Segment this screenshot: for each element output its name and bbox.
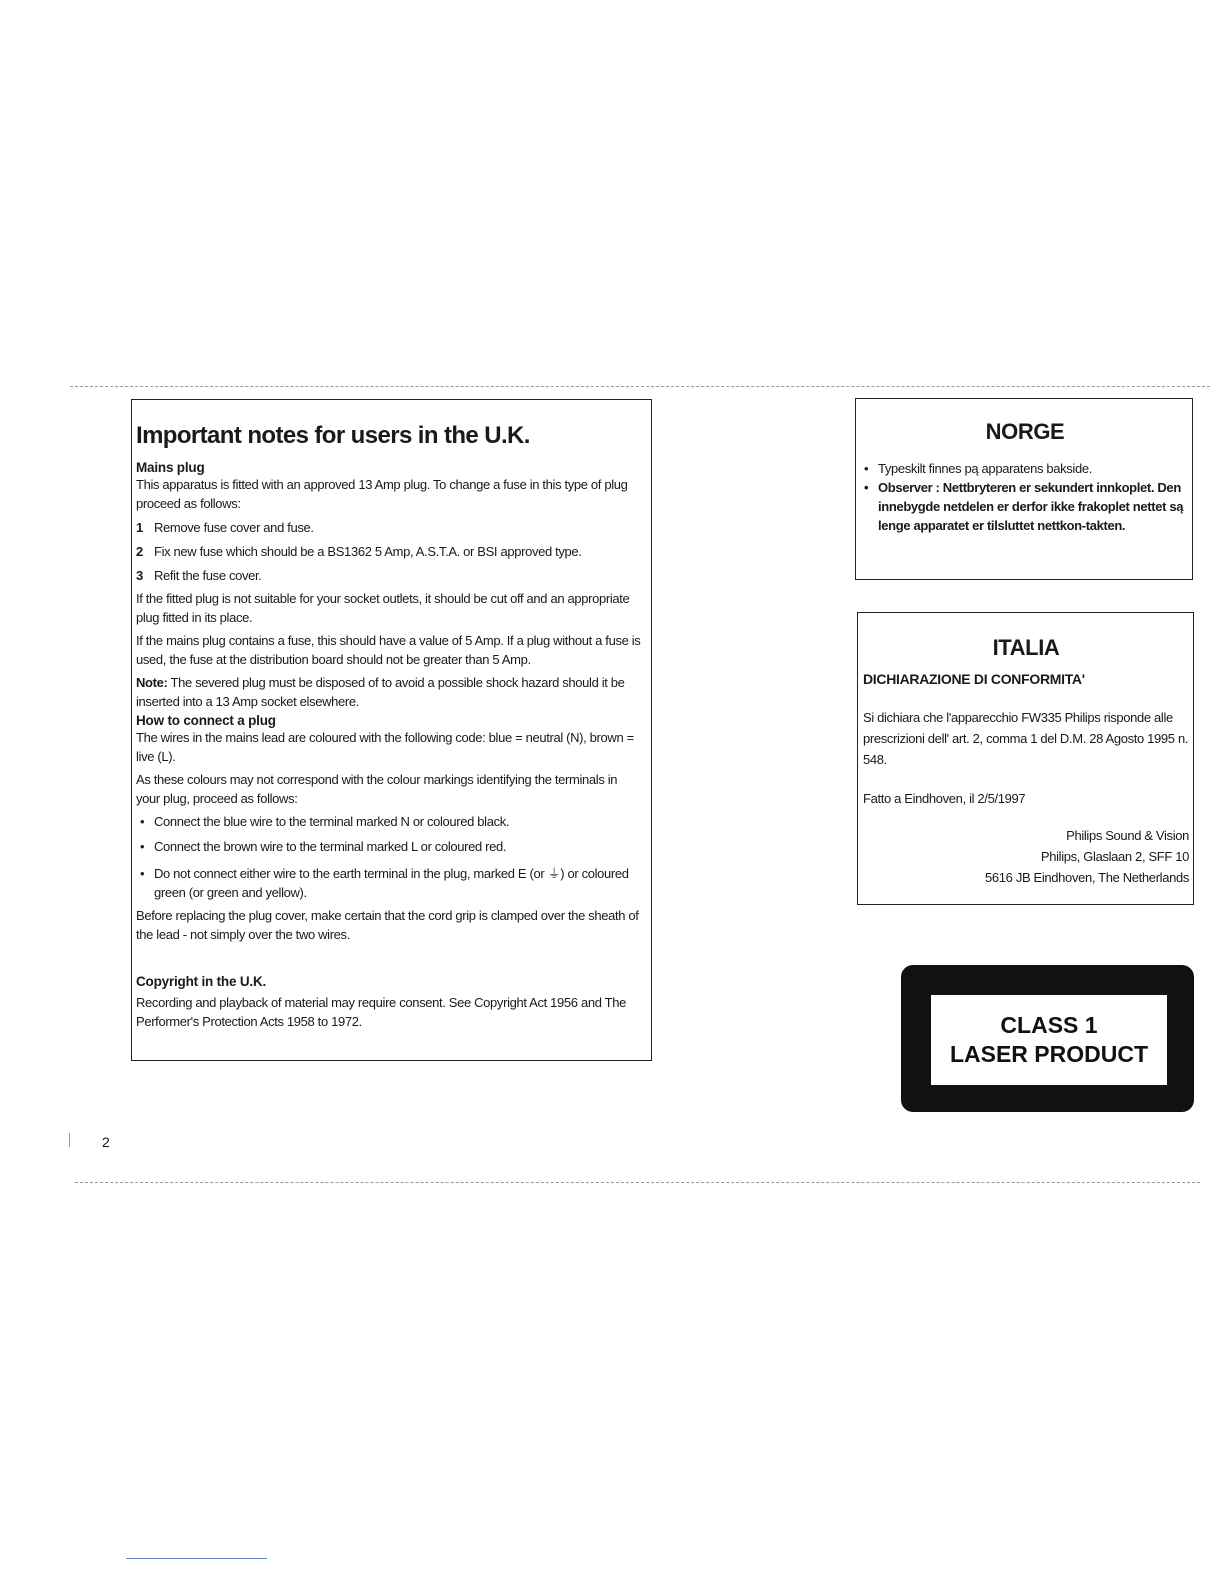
step-text: Remove fuse cover and fuse. (154, 520, 314, 535)
declaration-heading: DICHIARAZIONE DI CONFORMITA' (863, 671, 1085, 687)
list-item: • Typeskilt finnes pą apparatens bakside. (864, 459, 1186, 478)
uk-notes-box (131, 399, 652, 1061)
signature-line: 5616 JB Eindhoven, The Netherlands (985, 870, 1189, 885)
declaration-body: Si dichiara che l'apparecchio FW335 Philips risponde alle prescrizioni dell' art. 2, comma 1 del D.M. 28 Agosto 1995 n. 548. (863, 710, 1189, 767)
list-item: • Observer : Nettbryteren er sekundert innkoplet. Den innebygde netdelen er derfor ikke frakoplet nettet są lenge apparatet er tilsluttet nettkon-takten. (864, 478, 1186, 535)
note-text: The severed plug must be disposed of to avoid a possible shock hazard should it be inserted into a 13 Amp socket elsewhere. (136, 675, 625, 709)
signature-line: Philips Sound & Vision (1066, 828, 1189, 843)
fuse-value-paragraph: If the mains plug contains a fuse, this should have a value of 5 Amp. If a plug without a fuse is used, the fuse at the distribution board should not be greater than 5 Amp. (136, 633, 641, 667)
step-1 (136, 518, 643, 537)
norge-list (864, 459, 1186, 535)
list-item: • Connect the brown wire to the terminal marked L or coloured red. (136, 837, 643, 856)
wire-code-paragraph: The wires in the mains lead are coloured with the following code: blue = neutral (N), brown = live (L). (136, 730, 634, 764)
step-text: Fix new fuse which should be a BS1362 5 Amp, A.S.T.A. or BSI approved type. (154, 544, 582, 559)
page-number: 2 (102, 1134, 110, 1150)
step-2 (136, 542, 643, 561)
step-3 (136, 566, 643, 585)
top-rule (70, 386, 1210, 387)
margin-tick (69, 1133, 70, 1147)
norge-box (855, 398, 1193, 580)
step-number: 3 (136, 568, 143, 583)
not-suitable-paragraph: If the fitted plug is not suitable for your socket outlets, it should be cut off and an appropriate plug fitted in its place. (136, 591, 630, 625)
colour-markings-paragraph: As these colours may not correspond with the colour markings identifying the terminals in your plug, proceed as follows: (136, 772, 618, 806)
wiring-list (136, 812, 643, 902)
step-number: 2 (136, 544, 143, 559)
list-item: • Connect the blue wire to the terminal marked N or coloured black. (136, 812, 643, 831)
norge-title: NORGE (985, 419, 1065, 444)
note-label: Note: (136, 675, 168, 690)
bottom-rule (75, 1182, 1200, 1183)
laser-warning-label (901, 965, 1194, 1112)
cord-grip-paragraph: Before replacing the plug cover, make certain that the cord grip is clamped over the sheath of the lead - not simply over the two wires. (136, 908, 639, 942)
list-item: • Do not connect either wire to the earth terminal in the plug, marked E (or ⏚) or coloured green (or green and yellow). (136, 864, 643, 902)
laser-product: LASER PRODUCT (949, 1041, 1149, 1067)
uk-title: Important notes for users in the U.K. (136, 422, 530, 449)
laser-class: CLASS 1 (1000, 1012, 1098, 1038)
laser-label-panel (931, 995, 1167, 1085)
mains-intro: This apparatus is fitted with an approved 13 Amp plug. To change a fuse in this type of plug proceed as follows: (136, 477, 628, 511)
signature-line: Philips, Glaslaan 2, SFF 10 (1040, 849, 1189, 864)
footer-underline (126, 1558, 267, 1559)
place-date: Fatto a Eindhoven, il 2/5/1997 (863, 791, 1026, 806)
italia-box (857, 612, 1194, 905)
italia-title: ITALIA (992, 635, 1060, 660)
mains-plug-heading: Mains plug (136, 460, 205, 475)
connect-plug-heading: How to connect a plug (136, 713, 276, 728)
step-text: Refit the fuse cover. (154, 568, 262, 583)
signature-block (863, 825, 1189, 888)
copyright-text: Recording and playback of material may require consent. See Copyright Act 1956 and The Performer's Protection Acts 1958 to 1972. (136, 995, 626, 1029)
copyright-heading: Copyright in the U.K. (136, 974, 267, 989)
step-number: 1 (136, 520, 143, 535)
note-paragraph (136, 673, 643, 711)
